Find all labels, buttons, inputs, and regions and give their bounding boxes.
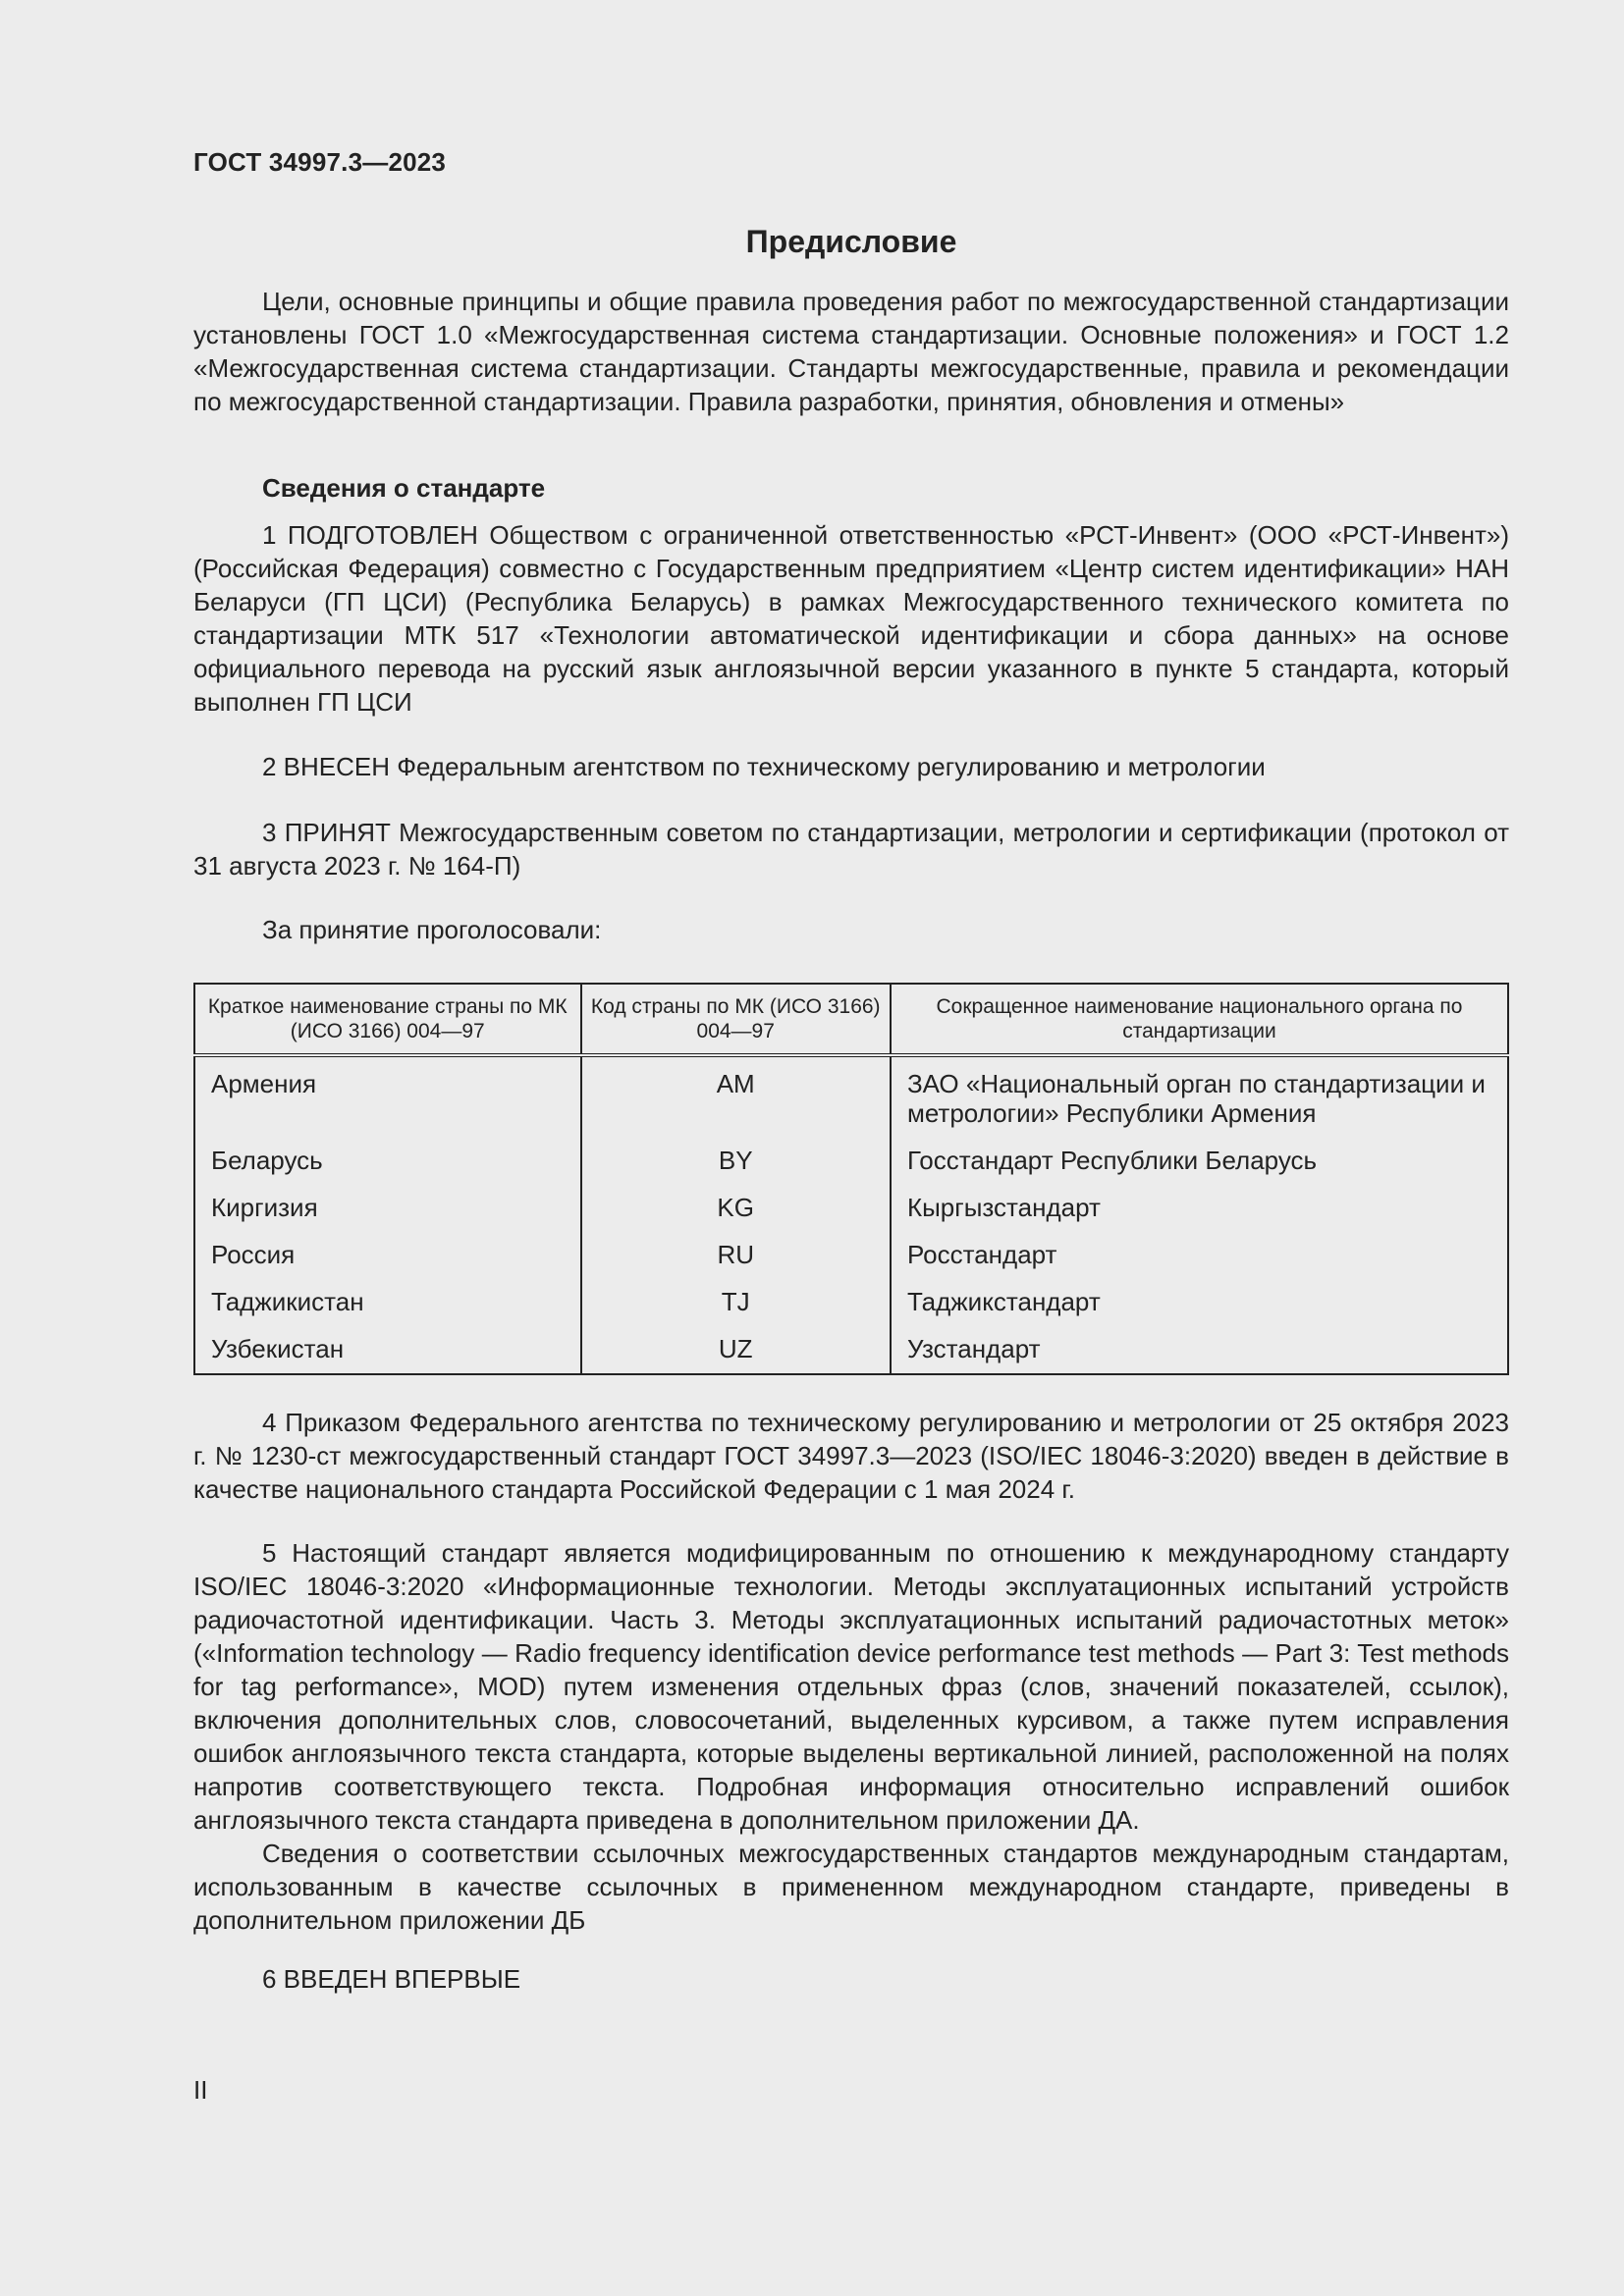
intro-block [193, 285, 1509, 418]
item-2-block [193, 750, 1509, 783]
item-4-paragraph: 4 Приказом Федерального агентства по техническому регулированию и метрологии от 25 октября 2023 г. № 1230-ст межгосударственный стандарт ГОСТ 34997.3—2023 (ISO/IEC 18046-3:2020) введен в действие в качестве национального стандарта Российской Федерации с 1 мая 2024 г. [193, 1408, 1509, 1504]
document-code: ГОСТ 34997.3—2023 [193, 147, 447, 177]
cell-country: Россия [194, 1231, 581, 1278]
table-row [194, 1325, 1508, 1374]
item-5-references-paragraph: Сведения о соответствии ссылочных межгосударственных стандартов международным стандартам, использованным в качестве ссылочных в примененном международном стандарте, приведены в дополнительном приложении ДБ [193, 1839, 1509, 1935]
cell-country: Армения [194, 1055, 581, 1137]
page-title: Предисловие [745, 224, 957, 259]
table-row [194, 1278, 1508, 1325]
column-header-body: Сокращенное наименование национального органа по стандартизации [891, 984, 1508, 1055]
cell-code: KG [581, 1184, 891, 1231]
cell-body: Кыргызстандарт [891, 1184, 1508, 1231]
item-3-paragraph: 3 ПРИНЯТ Межгосударственным советом по стандартизации, метрологии и сертификации (протокол от 31 августа 2023 г. № 164-П) [193, 818, 1509, 881]
column-header-country: Краткое наименование страны по МК (ИСО 3166) 004—97 [194, 984, 581, 1055]
table-row [194, 1055, 1508, 1137]
cell-body: ЗАО «Национальный орган по стандартизации и метрологии» Республики Армения [891, 1055, 1508, 1137]
item-6-paragraph: 6 ВВЕДЕН ВПЕРВЫЕ [262, 1964, 521, 1994]
cell-code: AM [581, 1055, 891, 1137]
item-2-paragraph: 2 ВНЕСЕН Федеральным агентством по техническому регулированию и метрологии [262, 752, 1266, 781]
cell-country: Узбекистан [194, 1325, 581, 1374]
cell-code: UZ [581, 1325, 891, 1374]
column-header-code: Код страны по МК (ИСО 3166) 004—97 [581, 984, 891, 1055]
cell-body: Госстандарт Республики Беларусь [891, 1137, 1508, 1184]
table-row [194, 1137, 1508, 1184]
item-5-block [193, 1536, 1509, 1937]
cell-body: Таджикстандарт [891, 1278, 1508, 1325]
item-5-paragraph: 5 Настоящий стандарт является модифицированным по отношению к международному стандарту ISO/IEC 18046-3:2020 «Информационные технологии. Методы эксплуатационных испытаний устройств радиочастотной идентификации. Часть 3. Методы эксплуатационных испытаний радиочастотных меток» («Information technology — Radio frequency identification device performance test methods — Part 3: Test methods for tag performance», MOD) путем изменения отдельных фраз (слов, значений показателей, ссылок), включения дополнительных слов, словосочетаний, выделенных курсивом, а также путем исправления ошибок англоязычного текста стандарта, которые выделены вертикальной линией, расположенной на полях напротив соответствующего текста. Подробная информация относительно исправлений ошибок англоязычного текста стандарта приведена в дополнительном приложении ДА. [193, 1538, 1509, 1835]
vote-label: За принятие проголосовали: [262, 915, 602, 944]
table-row [194, 1231, 1508, 1278]
cell-body: Узстандарт [891, 1325, 1508, 1374]
cell-country: Таджикистан [194, 1278, 581, 1325]
item-1-paragraph: 1 ПОДГОТОВЛЕН Обществом с ограниченной ответственностью «РСТ-Инвент» (ООО «РСТ-Инвент») (Российская Федерация) совместно с Государственным предприятием «Центр систем идентификации» НАН Беларуси (ГП ЦСИ) (Республика Беларусь) в рамках Межгосударственного технического комитета по стандартизации МТК 517 «Технологии автоматической идентификации и сбора данных» на основе официального перевода на русский язык англоязычной версии указанного в пункте 5 стандарта, который выполнен ГП ЦСИ [193, 520, 1509, 717]
subheading-block [193, 471, 1509, 505]
table-row [194, 1184, 1508, 1231]
cell-country: Беларусь [194, 1137, 581, 1184]
cell-country: Киргизия [194, 1184, 581, 1231]
section-subheading: Сведения о стандарте [262, 473, 546, 503]
table-header-row [194, 984, 1508, 1055]
page-number: II [193, 2075, 208, 2105]
intro-paragraph: Цели, основные принципы и общие правила проведения работ по межгосударственной стандартизации установлены ГОСТ 1.0 «Межгосударственная система стандартизации. Основные положения» и ГОСТ 1.2 «Межгосударственная система стандартизации. Стандарты межгосударственные, правила и рекомендации по межгосударственной стандартизации. Правила разработки, принятия, обновления и отмены» [193, 287, 1509, 416]
voting-table [193, 983, 1509, 1375]
item-3-block [193, 816, 1509, 882]
cell-body: Росстандарт [891, 1231, 1508, 1278]
vote-label-block [193, 913, 1509, 946]
cell-code: RU [581, 1231, 891, 1278]
item-1-block [193, 518, 1509, 719]
item-6-block [193, 1962, 1509, 1996]
item-4-block [193, 1406, 1509, 1506]
cell-code: BY [581, 1137, 891, 1184]
cell-code: TJ [581, 1278, 891, 1325]
